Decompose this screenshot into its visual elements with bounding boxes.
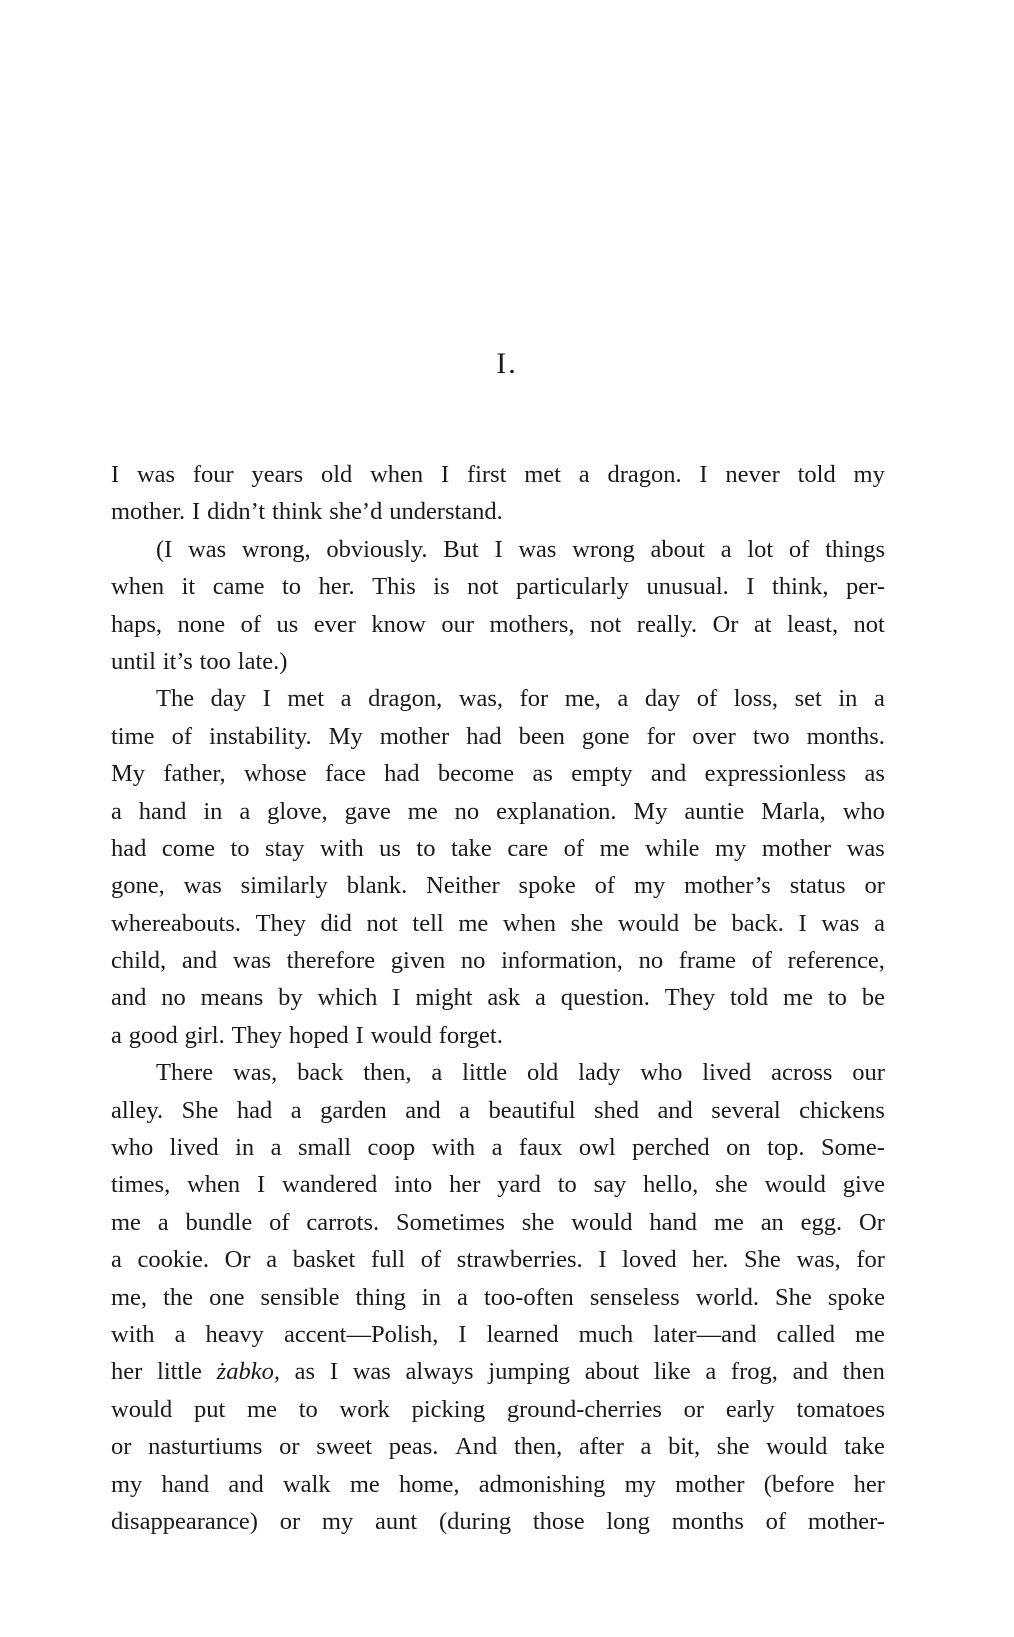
text-line: or nasturtiums or sweet peas. And then, after a bit, she would take [111,1433,885,1461]
text-line: her little żabko, as I was always jumping about like a frog, and then [111,1358,885,1386]
text-line: whereabouts. They did not tell me when she would be back. I was a [111,909,885,937]
text-line: a cookie. Or a basket full of strawberries. I loved her. She was, for [111,1246,885,1274]
text-line: time of instability. My mother had been gone for over two months. [111,722,885,750]
text-line: child, and was therefore given no information, no frame of reference, [111,947,885,975]
text-line: times, when I wandered into her yard to say hello, she would give [111,1171,885,1199]
text-line: a hand in a glove, gave me no explanation. My auntie Marla, who [111,797,885,825]
text-line: My father, whose face had become as empty and expressionless as [111,760,885,788]
text-line: disappearance) or my aunt (during those long months of mother- [111,1507,885,1535]
chapter-title: I. [496,347,518,380]
text-line: had come to stay with us to take care of me while my mother was [111,834,885,862]
text-line: me a bundle of carrots. Sometimes she would hand me an egg. Or [111,1208,885,1236]
text-line: who lived in a small coop with a faux owl perched on top. Some- [111,1134,885,1162]
text-line: with a heavy accent—Polish, I learned much later—and called me [111,1320,885,1348]
text-line: a good girl. They hoped I would forget. [111,1021,503,1049]
text-line: me, the one sensible thing in a too-often senseless world. She spoke [111,1283,885,1311]
text-line: when it came to her. This is not particularly unusual. I think, per- [111,573,885,601]
body-text [111,456,885,1540]
text-line: my hand and walk me home, admonishing my mother (before her [111,1470,885,1498]
text-line: (I was wrong, obviously. But I was wrong about a lot of things [156,535,885,563]
text-line: The day I met a dragon, was, for me, a day of loss, set in a [156,685,885,713]
text-line: gone, was similarly blank. Neither spoke of my mother’s status or [111,872,885,900]
text-line: I was four years old when I first met a dragon. I never told my [111,461,885,488]
text-line: haps, none of us ever know our mothers, not really. Or at least, not [111,610,885,638]
text-line: and no means by which I might ask a question. They told me to be [111,984,885,1012]
text-line: until it’s too late.) [111,647,288,675]
text-line: There was, back then, a little old lady who lived across our [156,1059,885,1087]
text-line: mother. I didn’t think she’d understand. [111,498,503,526]
text-line: would put me to work picking ground-cherries or early tomatoes [111,1395,885,1423]
text-line: alley. She had a garden and a beautiful shed and several chickens [111,1096,885,1124]
